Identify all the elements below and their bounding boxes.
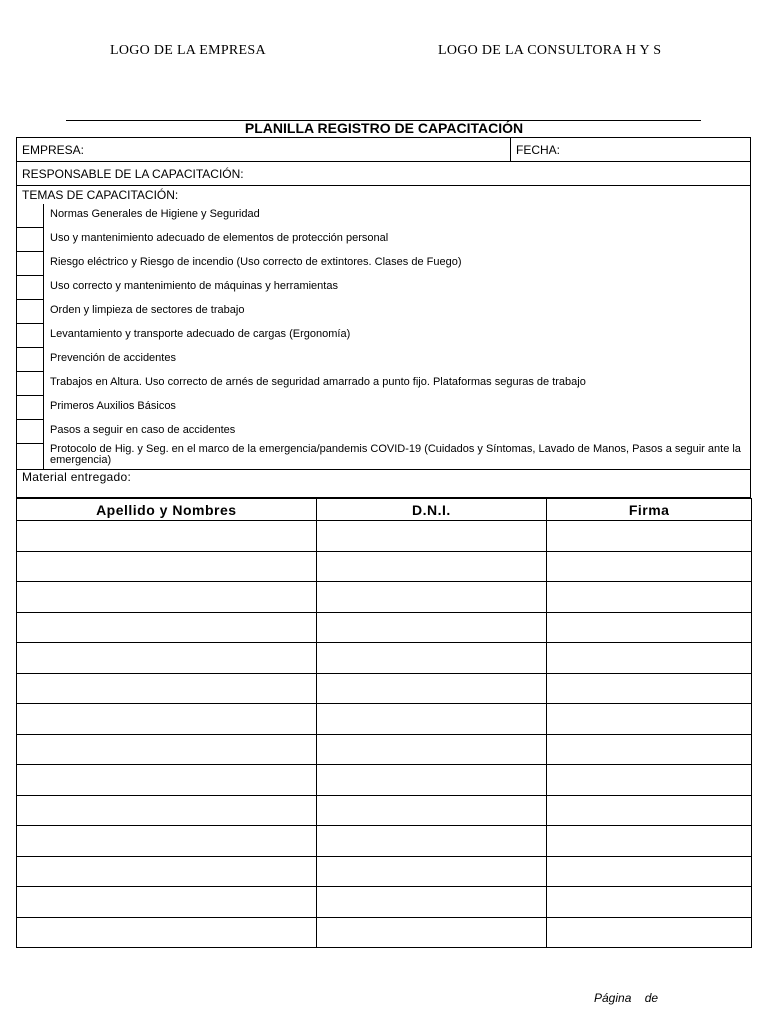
dni-cell[interactable]: [316, 521, 547, 552]
topic-checkbox[interactable]: [16, 396, 44, 420]
name-cell[interactable]: [17, 673, 317, 704]
topic-checkbox[interactable]: [16, 276, 44, 300]
topic-label: Orden y limpieza de sectores de trabajo: [50, 304, 245, 316]
table-row: [17, 612, 752, 643]
page-number-label: Página de: [594, 991, 659, 1005]
topic-item: [16, 444, 751, 469]
topic-checkbox[interactable]: [16, 348, 44, 372]
topic-item: [16, 396, 751, 420]
name-cell[interactable]: [17, 795, 317, 826]
responsable-row: [16, 161, 751, 186]
table-row: [17, 887, 752, 918]
topic-item: [16, 276, 751, 300]
form-title: PLANILLA REGISTRO DE CAPACITACIÓN: [244, 120, 524, 136]
name-cell[interactable]: [17, 643, 317, 674]
dni-cell[interactable]: [316, 887, 547, 918]
name-cell[interactable]: [17, 887, 317, 918]
material-label: Material entregado:: [22, 470, 132, 484]
topic-checkbox[interactable]: [16, 204, 44, 228]
dni-cell[interactable]: [316, 643, 547, 674]
dni-cell[interactable]: [316, 826, 547, 857]
table-row: [17, 521, 752, 552]
empresa-fecha-row: [16, 137, 751, 162]
topic-label: Protocolo de Hig. y Seg. en el marco de la emergencia/pandemis COVID-19 (Cuidados y Síntomas, Lavado de Manos, Pasos a seguir ante la emergencia): [50, 443, 741, 466]
signature-cell[interactable]: [547, 826, 752, 857]
signature-cell[interactable]: [547, 917, 752, 948]
header-name: Apellido y Nombres: [17, 499, 317, 521]
topic-label: Riesgo eléctrico y Riesgo de incendio (Uso correcto de extintores. Clases de Fuego): [50, 256, 462, 268]
header-signature: Firma: [547, 499, 752, 521]
table-row: [17, 856, 752, 887]
header-dni: D.N.I.: [316, 499, 547, 521]
topic-label: Levantamiento y transporte adecuado de cargas (Ergonomía): [50, 328, 351, 340]
dni-cell[interactable]: [316, 612, 547, 643]
table-row: [17, 704, 752, 735]
signature-cell[interactable]: [547, 856, 752, 887]
dni-cell[interactable]: [316, 673, 547, 704]
dni-cell[interactable]: [316, 582, 547, 613]
dni-cell[interactable]: [316, 795, 547, 826]
topic-item: [16, 372, 751, 396]
topic-label: Trabajos en Altura. Uso correcto de arnés de seguridad amarrado a punto fijo. Plataformas seguras de trabajo: [50, 376, 586, 388]
dni-cell[interactable]: [316, 551, 547, 582]
attendance-table: [16, 498, 752, 948]
dni-cell[interactable]: [316, 765, 547, 796]
table-row: [17, 643, 752, 674]
signature-cell[interactable]: [547, 673, 752, 704]
topic-item: [16, 204, 751, 228]
signature-cell[interactable]: [547, 521, 752, 552]
signature-cell[interactable]: [547, 704, 752, 735]
consultant-logo-placeholder: LOGO DE LA CONSULTORA H Y S: [438, 43, 662, 58]
topic-label: Normas Generales de Higiene y Seguridad: [50, 208, 260, 220]
topic-checkbox[interactable]: [16, 324, 44, 348]
topic-item: [16, 300, 751, 324]
row-divider: [510, 138, 511, 161]
dni-cell[interactable]: [316, 704, 547, 735]
company-logo-placeholder: LOGO DE LA EMPRESA: [110, 43, 266, 58]
signature-cell[interactable]: [547, 612, 752, 643]
name-cell[interactable]: [17, 826, 317, 857]
signature-cell[interactable]: [547, 795, 752, 826]
topic-checkbox[interactable]: [16, 444, 44, 469]
topic-item: [16, 324, 751, 348]
topic-item: [16, 252, 751, 276]
temas-label: TEMAS DE CAPACITACIÓN:: [22, 188, 179, 202]
name-cell[interactable]: [17, 734, 317, 765]
signature-cell[interactable]: [547, 734, 752, 765]
table-row: [17, 795, 752, 826]
table-row: [17, 582, 752, 613]
responsable-label: RESPONSABLE DE LA CAPACITACIÓN:: [22, 167, 244, 181]
dni-cell[interactable]: [316, 856, 547, 887]
name-cell[interactable]: [17, 856, 317, 887]
table-row: [17, 734, 752, 765]
topic-label: Uso correcto y mantenimiento de máquinas y herramientas: [50, 280, 338, 292]
name-cell[interactable]: [17, 612, 317, 643]
table-row: [17, 826, 752, 857]
topic-checkbox[interactable]: [16, 372, 44, 396]
topic-label: Primeros Auxilios Básicos: [50, 400, 176, 412]
topic-item: [16, 228, 751, 252]
topic-checkbox[interactable]: [16, 252, 44, 276]
name-cell[interactable]: [17, 521, 317, 552]
dni-cell[interactable]: [316, 734, 547, 765]
signature-cell[interactable]: [547, 551, 752, 582]
name-cell[interactable]: [17, 551, 317, 582]
table-row: [17, 673, 752, 704]
topic-checkbox[interactable]: [16, 228, 44, 252]
fecha-label: FECHA:: [516, 143, 561, 157]
signature-cell[interactable]: [547, 887, 752, 918]
name-cell[interactable]: [17, 765, 317, 796]
table-row: [17, 765, 752, 796]
topic-label: Uso y mantenimiento adecuado de elementos de protección personal: [50, 232, 389, 244]
topic-item: [16, 420, 751, 444]
table-row: [17, 551, 752, 582]
name-cell[interactable]: [17, 582, 317, 613]
signature-cell[interactable]: [547, 765, 752, 796]
signature-cell[interactable]: [547, 643, 752, 674]
table-row: [17, 917, 752, 948]
empresa-label: EMPRESA:: [22, 143, 85, 157]
topic-checkbox[interactable]: [16, 420, 44, 444]
topic-label: Pasos a seguir en caso de accidentes: [50, 424, 236, 436]
topic-item: [16, 348, 751, 372]
name-cell[interactable]: [17, 917, 317, 948]
topic-checkbox[interactable]: [16, 300, 44, 324]
table-header-row: [17, 499, 752, 521]
dni-cell[interactable]: [316, 917, 547, 948]
name-cell[interactable]: [17, 704, 317, 735]
signature-cell[interactable]: [547, 582, 752, 613]
material-row: [16, 469, 751, 498]
topic-label: Prevención de accidentes: [50, 352, 176, 364]
